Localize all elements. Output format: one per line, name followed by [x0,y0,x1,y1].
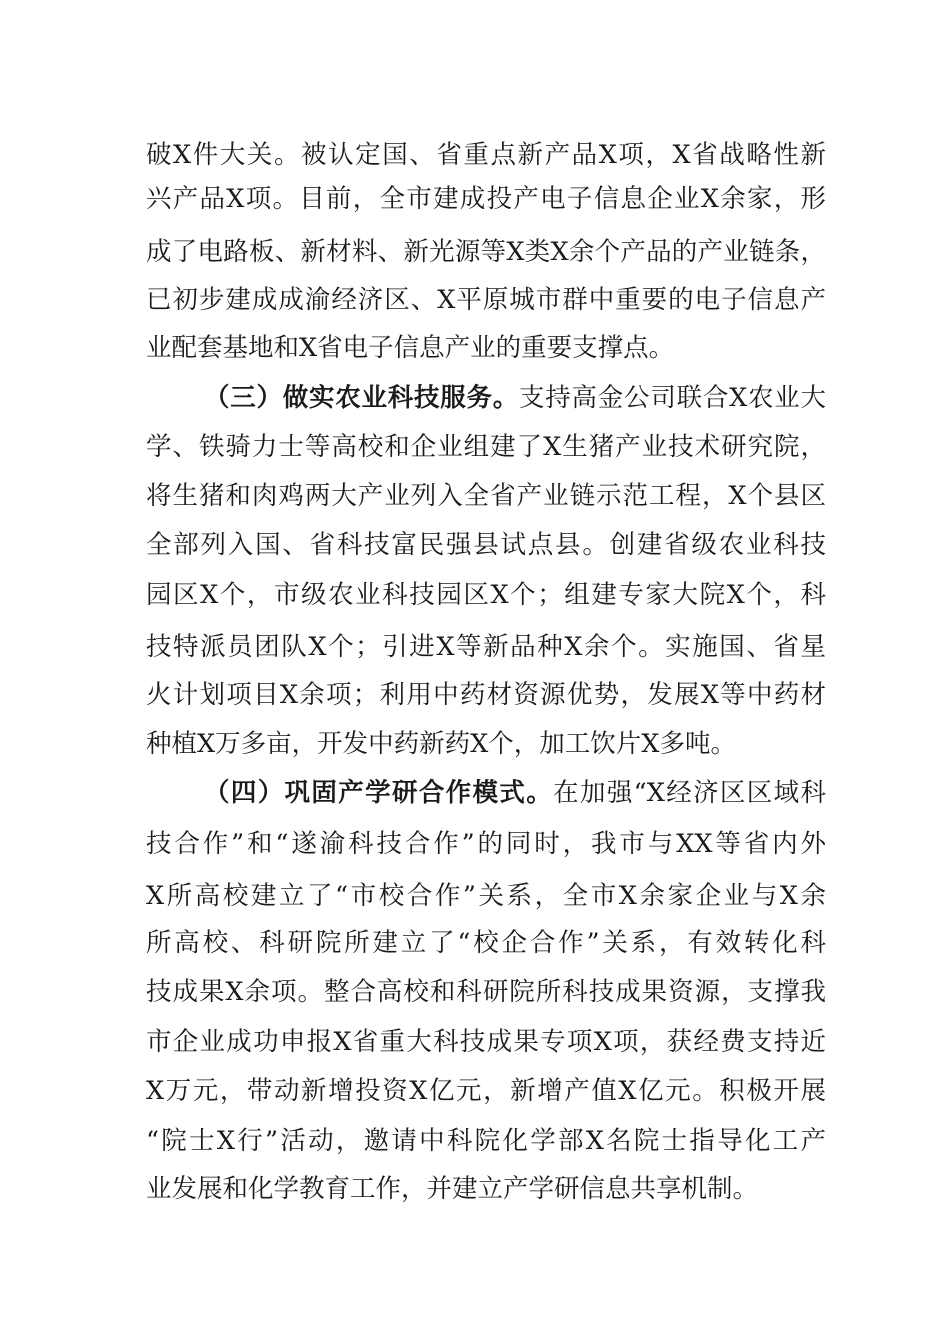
paragraph-3-line-5: 技成果X余项。整合高校和科研院所科技成果资源，支撑我 [146,977,826,1007]
paragraph-3-line-8: “院士X行”活动，邀请中科院化学部X名院士指导化工产 [146,1126,826,1156]
paragraph-3-line-2: 技合作”和“遂渝科技合作”的同时，我市与XX等省内外 [146,829,826,859]
paragraph-3-line-3: X所高校建立了“市校合作”关系，全市X余家企业与X余 [146,881,826,911]
paragraph-1-line-2: 兴产品X项。目前，全市建成投产电子信息企业X余家，形 [146,184,826,214]
paragraph-2-first-line [204,378,826,418]
paragraph-1-line-4: 已初步建成成渝经济区、X平原城市群中重要的电子信息产 [146,285,826,315]
paragraph-2-first-line-text: 支持高金公司联合X农业大 [519,383,826,413]
paragraph-1-line-3: 成了电路板、新材料、新光源等X类X余个产品的产业链条， [146,237,826,267]
paragraph-2-line-7: 火计划项目X余项；利用中药材资源优势，发展X等中药材 [146,680,826,710]
paragraph-3-heading: （四）巩固产学研合作模式。 [204,778,554,808]
paragraph-2-line-8: 种植X万多亩，开发中药新药X个，加工饮片X多吨。 [146,729,736,759]
paragraph-2-line-4: 全部列入国、省科技富民强县试点县。创建省级农业科技 [146,530,826,560]
paragraph-3-line-4: 所高校、科研院所建立了“校企合作”关系，有效转化科 [146,928,826,958]
paragraph-3-line-7: X万元，带动新增投资X亿元，新增产值X亿元。积极开展 [146,1076,826,1106]
paragraph-1-line-5: 业配套基地和X省电子信息产业的重要支撑点。 [146,333,675,363]
paragraph-2-heading: （三）做实农业科技服务。 [204,383,520,413]
paragraph-3-first-line [204,773,826,813]
paragraph-3-line-9: 业发展和化学教育工作，并建立产学研信息共享机制。 [146,1174,759,1204]
paragraph-2-line-5: 园区X个，市级农业科技园区X个；组建专家大院X个，科 [146,580,826,610]
paragraph-3-first-line-text: 在加强“X经济区区域科 [553,778,826,808]
paragraph-1-line-1: 破X件大关。被认定国、省重点新产品X项，X省战略性新 [146,140,826,170]
paragraph-3-line-6: 市企业成功申报X省重大科技成果专项X项，获经费支持近 [146,1027,826,1057]
paragraph-2-line-3: 将生猪和肉鸡两大产业列入全省产业链示范工程，X个县区 [146,481,826,511]
paragraph-2-line-6: 技特派员团队X个；引进X等新品种X余个。实施国、省星 [146,632,826,662]
paragraph-2-line-2: 学、铁骑力士等高校和企业组建了X生猪产业技术研究院， [146,432,826,462]
